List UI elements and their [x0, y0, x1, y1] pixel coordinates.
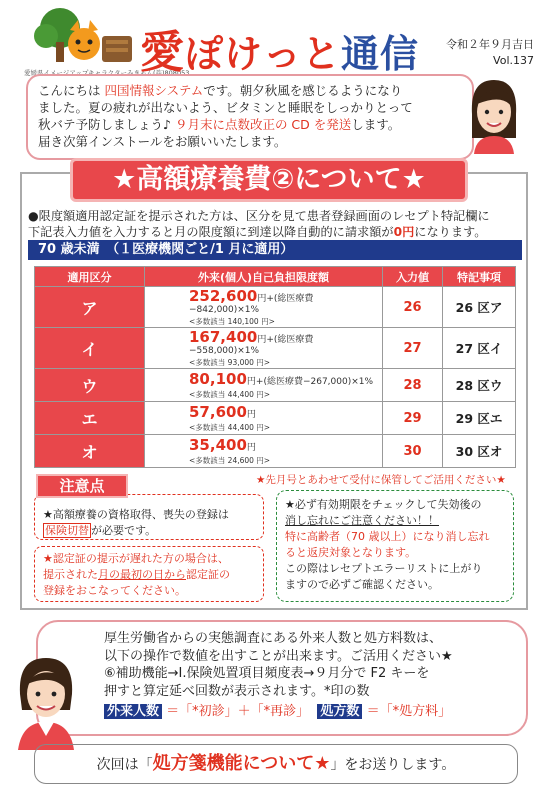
limit-table	[34, 266, 516, 468]
greeting-line-2: ました。夏の疲れが出ないよう、ビタミンと睡眠をしっかりとって	[38, 100, 413, 115]
note-cell: 26 区ア	[443, 287, 516, 328]
greeting-box	[26, 74, 474, 160]
amount-cell: 57,600円 <多数該当 44,400 円>	[145, 402, 383, 435]
amount-cell: 252,600円+(総医療費−842,000)×1% <多数該当 140,100 円>	[145, 287, 383, 328]
amount-cell: 80,100円+(総医療費−267,000)×1% <多数該当 44,400 円>	[145, 369, 383, 402]
greeting-line-4: 届き次第インストールをお願いいたします。	[38, 134, 287, 149]
table-row	[35, 402, 516, 435]
table-row	[35, 287, 516, 328]
age-category-bar: 70 歳未満 （１医療機関ごと/1 月に適用）	[28, 240, 522, 260]
input-value-cell: 28	[383, 369, 443, 402]
note-cell: 30 区オ	[443, 435, 516, 468]
category-cell: イ	[35, 328, 145, 369]
category-cell: ウ	[35, 369, 145, 402]
amount-cell: 167,400円+(総医療費−558,000)×1% <多数該当 93,000 円>	[145, 328, 383, 369]
section-title-banner: ★高額療養費②について★	[70, 158, 468, 202]
intro-text: ●限度額適用認定証を提示された方は、区分を見て患者登録画面のレセプト特記欄に 下記表入力値を入力すると月の限度額に到達以降自動的に請求額が0円になります。	[28, 209, 490, 239]
survey-info-box: 厚生労働省からの実態調査にある外来人数と処方料数は、 以下の操作で数値を出すことが出来ます。ご活用ください★ ⑥補助機能→Ⅰ.保険処置項目頻度表→９月分で F2 キーを 押すと算定延べ回数が表示されます。*印の数 外来人数 ＝「*初診」＋「*再診」 処方数 ＝「*処方料」	[36, 620, 528, 736]
amount-cell: 35,400円 <多数該当 24,600 円>	[145, 435, 383, 468]
table-footnote: ★先月号とあわせて受付に保管してご活用ください★	[256, 474, 506, 486]
column-header: 外来(個人)自己負担限度額	[145, 267, 383, 287]
issue-volume: Vol.137	[493, 54, 534, 67]
caution-box-1: ★高額療養の資格取得、喪失の登録は 保険切替 が必要です。	[34, 494, 264, 540]
table-header-row	[35, 267, 516, 287]
table-row	[35, 328, 516, 369]
mascot-logo	[20, 6, 138, 68]
expiry-check-box: ★必ず有効期限をチェックして失効後の 消し忘れにご注意ください！！ 特に高齢者（70 歳以上）になり消し忘れ ると返戻対象となります。 この際はレセプトエラーリストに上がり ますので必ずご確認ください。	[276, 490, 514, 602]
category-cell: エ	[35, 402, 145, 435]
caution-box-2: ★認定証の提示が遅れた方の場合は、 提示された月の最初の日から認定証の 登録をおこなってください。	[34, 546, 264, 602]
note-cell: 27 区イ	[443, 328, 516, 369]
input-value-cell: 29	[383, 402, 443, 435]
next-issue-topic: 処方箋機能について★	[152, 753, 331, 774]
note-cell: 28 区ウ	[443, 369, 516, 402]
logo-caption: 愛媛県イメージアップキャラクターみきゃん(許)808053	[24, 69, 190, 77]
note-cell: 29 区エ	[443, 402, 516, 435]
column-header: 入力値	[383, 267, 443, 287]
input-value-cell: 26	[383, 287, 443, 328]
category-cell: ア	[35, 287, 145, 328]
outpatient-count-tag: 外来人数	[104, 704, 162, 719]
greeting-line-1: こんにちは 四国情報システムです。朝夕秋風を感じるようになり	[38, 83, 403, 98]
prescription-count-tag: 処方数	[317, 704, 362, 719]
staff-portrait	[462, 74, 526, 154]
input-value-cell: 30	[383, 435, 443, 468]
category-cell: オ	[35, 435, 145, 468]
input-value-cell: 27	[383, 328, 443, 369]
table-row	[35, 435, 516, 468]
column-header: 適用区分	[35, 267, 145, 287]
staff-portrait-2	[8, 650, 84, 750]
issue-date: 令和２年９月吉日	[446, 38, 534, 51]
newsletter-title: 愛ぽけっと通信	[140, 27, 420, 78]
next-issue-box: 次回は「処方箋機能について★」をお送りします。	[34, 744, 518, 784]
table-row	[35, 369, 516, 402]
caution-label: 注意点	[36, 474, 128, 498]
greeting-line-3: 秋バテ予防しましょう♪ ９月末に点数改正の CD を発送します。	[38, 117, 401, 132]
column-header: 特記事項	[443, 267, 516, 287]
